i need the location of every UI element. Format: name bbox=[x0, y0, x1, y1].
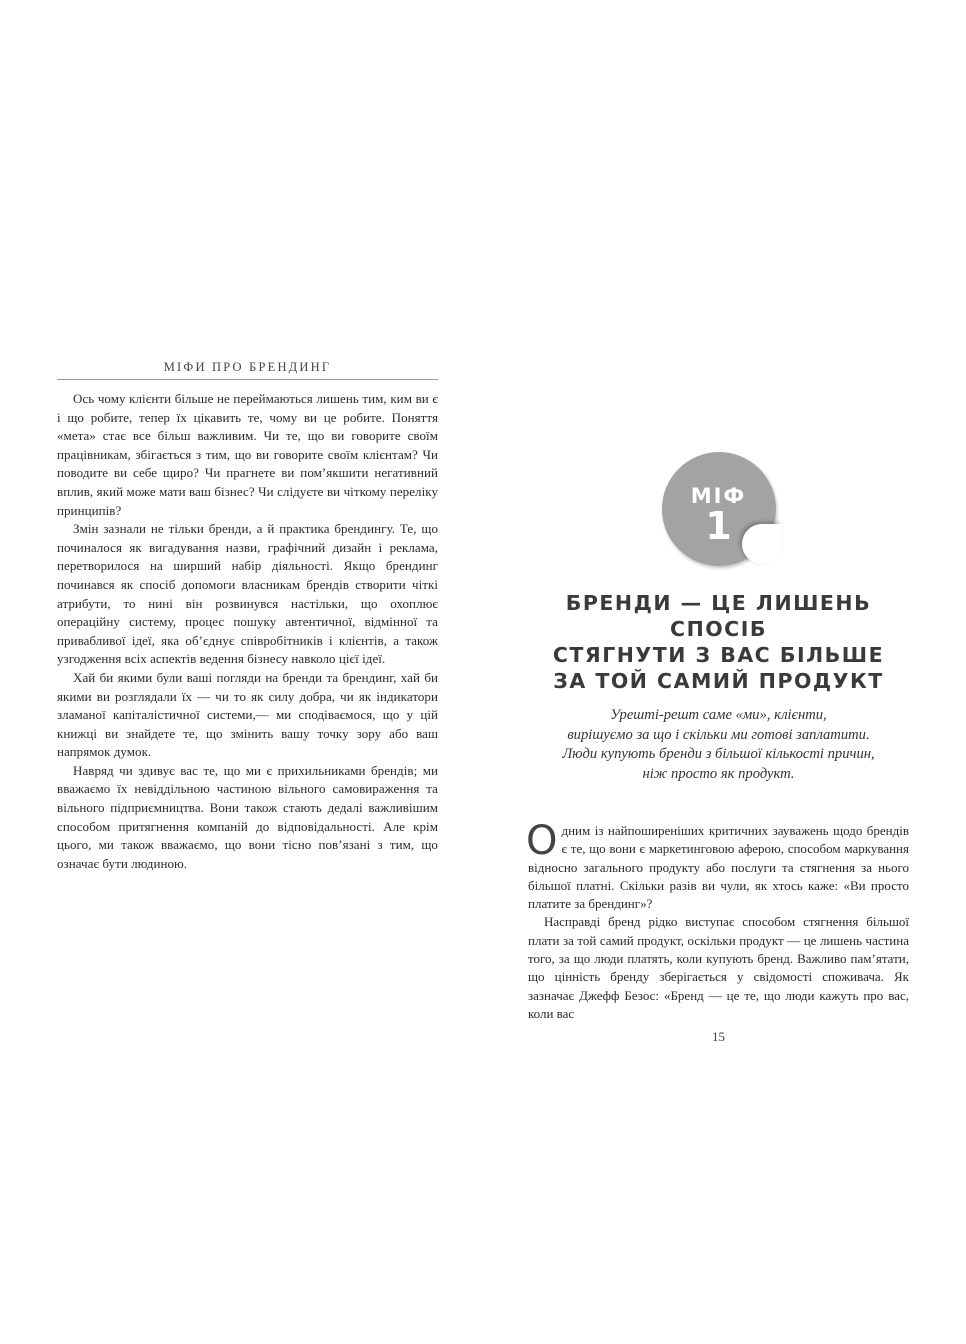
page-number: 15 bbox=[712, 1029, 725, 1045]
paragraph bbox=[526, 818, 909, 913]
paragraph: Ось чому клієнти більше не переймаються лишень тим, ким ви є і що робите, тепер їх цікавить те, чому ви це робите. Поняття «мета» стає все більш важливим. Чи те, що ви говорите своїм працівникам, збігається з тим, що ви говорите своїм клієнтам? Чи поводите ви себе щиро? Чи прагнете ви пом’якшити негативний вплив, який може мати ваш бізнес? Чи слідуєте ви чіткому переліку принципів? bbox=[57, 391, 438, 518]
myth-title-line: СТЯГНУТИ З ВАС БІЛЬШЕ bbox=[552, 643, 885, 667]
right-page bbox=[528, 440, 909, 1045]
badge-number: 1 bbox=[705, 504, 732, 548]
myth-title-line: БРЕНДИ — ЦЕ ЛИШЕНЬ СПОСІБ bbox=[565, 591, 872, 641]
myth-subtitle-line: вирішуємо за що і скільки ми готові заплатити. bbox=[567, 726, 870, 743]
right-body-text bbox=[526, 818, 909, 1023]
left-body-text bbox=[57, 390, 438, 873]
myth-subtitle bbox=[528, 706, 909, 784]
paragraph: Насправді бренд рідко виступає способом стягнення більшої плати за той самий продукт, оскільки продукт — це лишень частина того, за що люди платять, коли купують бренд. Важливо пам’ятати, що цінність бренду зберігається у свідомості споживача. Як зазначає Джефф Безос: «Бренд — це те, що люди кажуть про вас, коли вас bbox=[528, 914, 909, 1021]
myth-title-line: ЗА ТОЙ САМИЙ ПРОДУКТ bbox=[553, 669, 884, 693]
paragraph: Змін зазнали не тільки бренди, а й практика брендингу. Те, що починалося як вигадування назви, графічний дизайн і реклама, перетворилося на ширший набір діяльності. Якщо брендинг починався як спосіб допомоги власникам брендів створити чіткі атрибути, то нині він розвинувся настільки, що охоплює операційну систему, процес пошуку автентичної, відмінної та привабливої ідеї, яка об’єднує співробітників і клієнтів, а також узгодження всіх аспектів ведення бізнесу навколо цієї ідеї. bbox=[57, 521, 438, 667]
myth-title bbox=[528, 590, 909, 694]
paragraph: Хай би якими були ваші погляди на бренди та брендинг, хай би якими ви розглядали їх — чи то як силу добра, чи як індикатори зламаної капіталістичної системи,— ми сподіваємося, що у цій книжці ви знайдете те, що змінить вашу точку зору або ваш напрямок думок. bbox=[57, 669, 438, 760]
running-head: МІФИ ПРО БРЕНДИНГ bbox=[57, 360, 438, 380]
myth-subtitle-line: ніж просто як продукт. bbox=[642, 765, 795, 782]
paragraph-text: дним із найпоширеніших критичних зауважень щодо брендів є те, що вони є маркетинговою аферою, способом маркування відносно загального продукту або послуги та стягнення за нього більшої платні. Скільки разів ви чули, як хтось каже: «Ви просто платите за брендинг»? bbox=[528, 823, 909, 912]
myth-subtitle-line: Урешті-решт саме «ми», клієнти, bbox=[610, 707, 827, 723]
paragraph: Навряд чи здивує вас те, що ми є прихильниками брендів; ми вважаємо їх невіддільною частиною вільного самовираження та вільного підприємництва. Вони також стають дедалі важливішим способом притягнення компаній до відповідальності. Але крім цього, ми також вважаємо, що вони тісно пов’язані з тим, що означає бути людиною. bbox=[57, 762, 438, 871]
myth-subtitle-line: Люди купують бренди з більшої кількості причин, bbox=[562, 746, 875, 762]
page-curl-icon bbox=[742, 524, 782, 564]
myth-badge bbox=[662, 452, 780, 570]
drop-cap: О bbox=[526, 818, 558, 864]
badge-word: МІФ bbox=[690, 484, 747, 508]
left-page bbox=[57, 360, 438, 873]
